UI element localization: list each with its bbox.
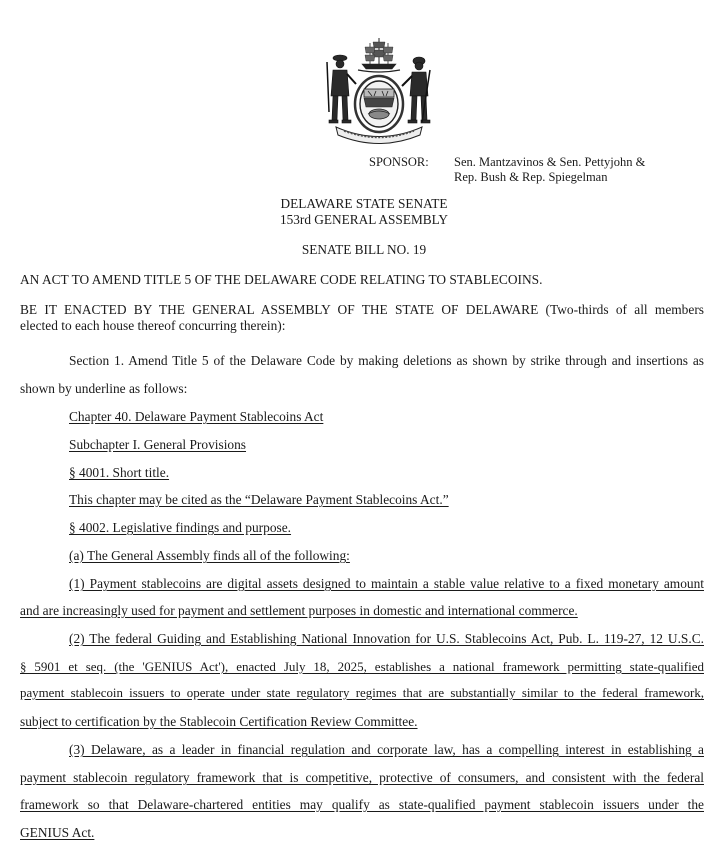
enacting-clause-line-1: BE IT ENACTED BY THE GENERAL ASSEMBLY OF THE STATE OF DELAWARE (Two-thirds of all members bbox=[20, 302, 704, 317]
section-4001-text: This chapter may be cited as the “Delaware Payment Stablecoins Act.” bbox=[69, 492, 449, 507]
finding-3-line-3: framework so that Delaware-chartered entities may qualify as state-qualified payment stablecoin issuers under the bbox=[20, 797, 704, 812]
finding-2-line-1: (2) The federal Guiding and Establishing National Innovation for U.S. Stablecoins Act, Pub. L. 119-27, 12 U.S.C. bbox=[69, 631, 704, 646]
finding-2-line-4: subject to certification by the Stablecoin Certification Review Committee. bbox=[20, 714, 418, 729]
finding-3-line-2: payment stablecoin regulatory framework that is competitive, protective of consumers, and consistent with the federal bbox=[20, 770, 704, 785]
section-1-line-2: shown by underline as follows: bbox=[20, 381, 188, 396]
finding-2-line-3: payment stablecoin issuers to operate under state regulatory regimes that are substantially similar to the federal framework, bbox=[20, 686, 704, 700]
section-4002-heading: § 4002. Legislative findings and purpose. bbox=[69, 520, 292, 535]
finding-3-line-1: (3) Delaware, as a leader in financial regulation and corporate law, has a compelling interest in establishing a bbox=[69, 742, 704, 757]
sponsor-names bbox=[454, 155, 714, 185]
finding-1-line-2: and are increasingly used for payment and settlement purposes in domestic and international commerce. bbox=[20, 603, 578, 618]
finding-2-line-2: § 5901 et seq. (the 'GENIUS Act'), enacted July 18, 2025, establishes a national framework permitting state-qualified bbox=[20, 659, 704, 674]
sponsor-names-line-1: Sen. Mantzavinos & Sen. Pettyjohn & bbox=[454, 155, 646, 169]
chapter-heading: Chapter 40. Delaware Payment Stablecoins Act bbox=[69, 409, 324, 424]
section-4001-heading: § 4001. Short title. bbox=[69, 465, 170, 480]
finding-3-line-4: GENIUS Act. bbox=[20, 825, 95, 840]
bill-number: SENATE BILL NO. 19 bbox=[301, 242, 427, 257]
section-1-line-1: Section 1. Amend Title 5 of the Delaware Code by making deletions as shown by strike through and insertions as bbox=[69, 353, 704, 368]
finding-1-line-1: (1) Payment stablecoins are digital assets designed to maintain a stable value relative to a fixed monetary amount bbox=[69, 576, 704, 591]
act-title: AN ACT TO AMEND TITLE 5 OF THE DELAWARE CODE RELATING TO STABLECOINS. bbox=[20, 272, 543, 287]
sponsor-names-line-2: Rep. Bush & Rep. Spiegelman bbox=[454, 170, 608, 184]
enacting-clause-line-2: elected to each house thereof concurring therein): bbox=[20, 318, 286, 333]
delaware-state-seal-icon bbox=[318, 34, 440, 146]
sponsor-label: SPONSOR: bbox=[369, 155, 429, 169]
subchapter-heading: Subchapter I. General Provisions bbox=[69, 437, 247, 452]
section-4002-a: (a) The General Assembly finds all of the following: bbox=[69, 548, 350, 563]
assembly-title: 153rd GENERAL ASSEMBLY bbox=[279, 212, 449, 227]
chamber-title: DELAWARE STATE SENATE bbox=[280, 196, 448, 211]
